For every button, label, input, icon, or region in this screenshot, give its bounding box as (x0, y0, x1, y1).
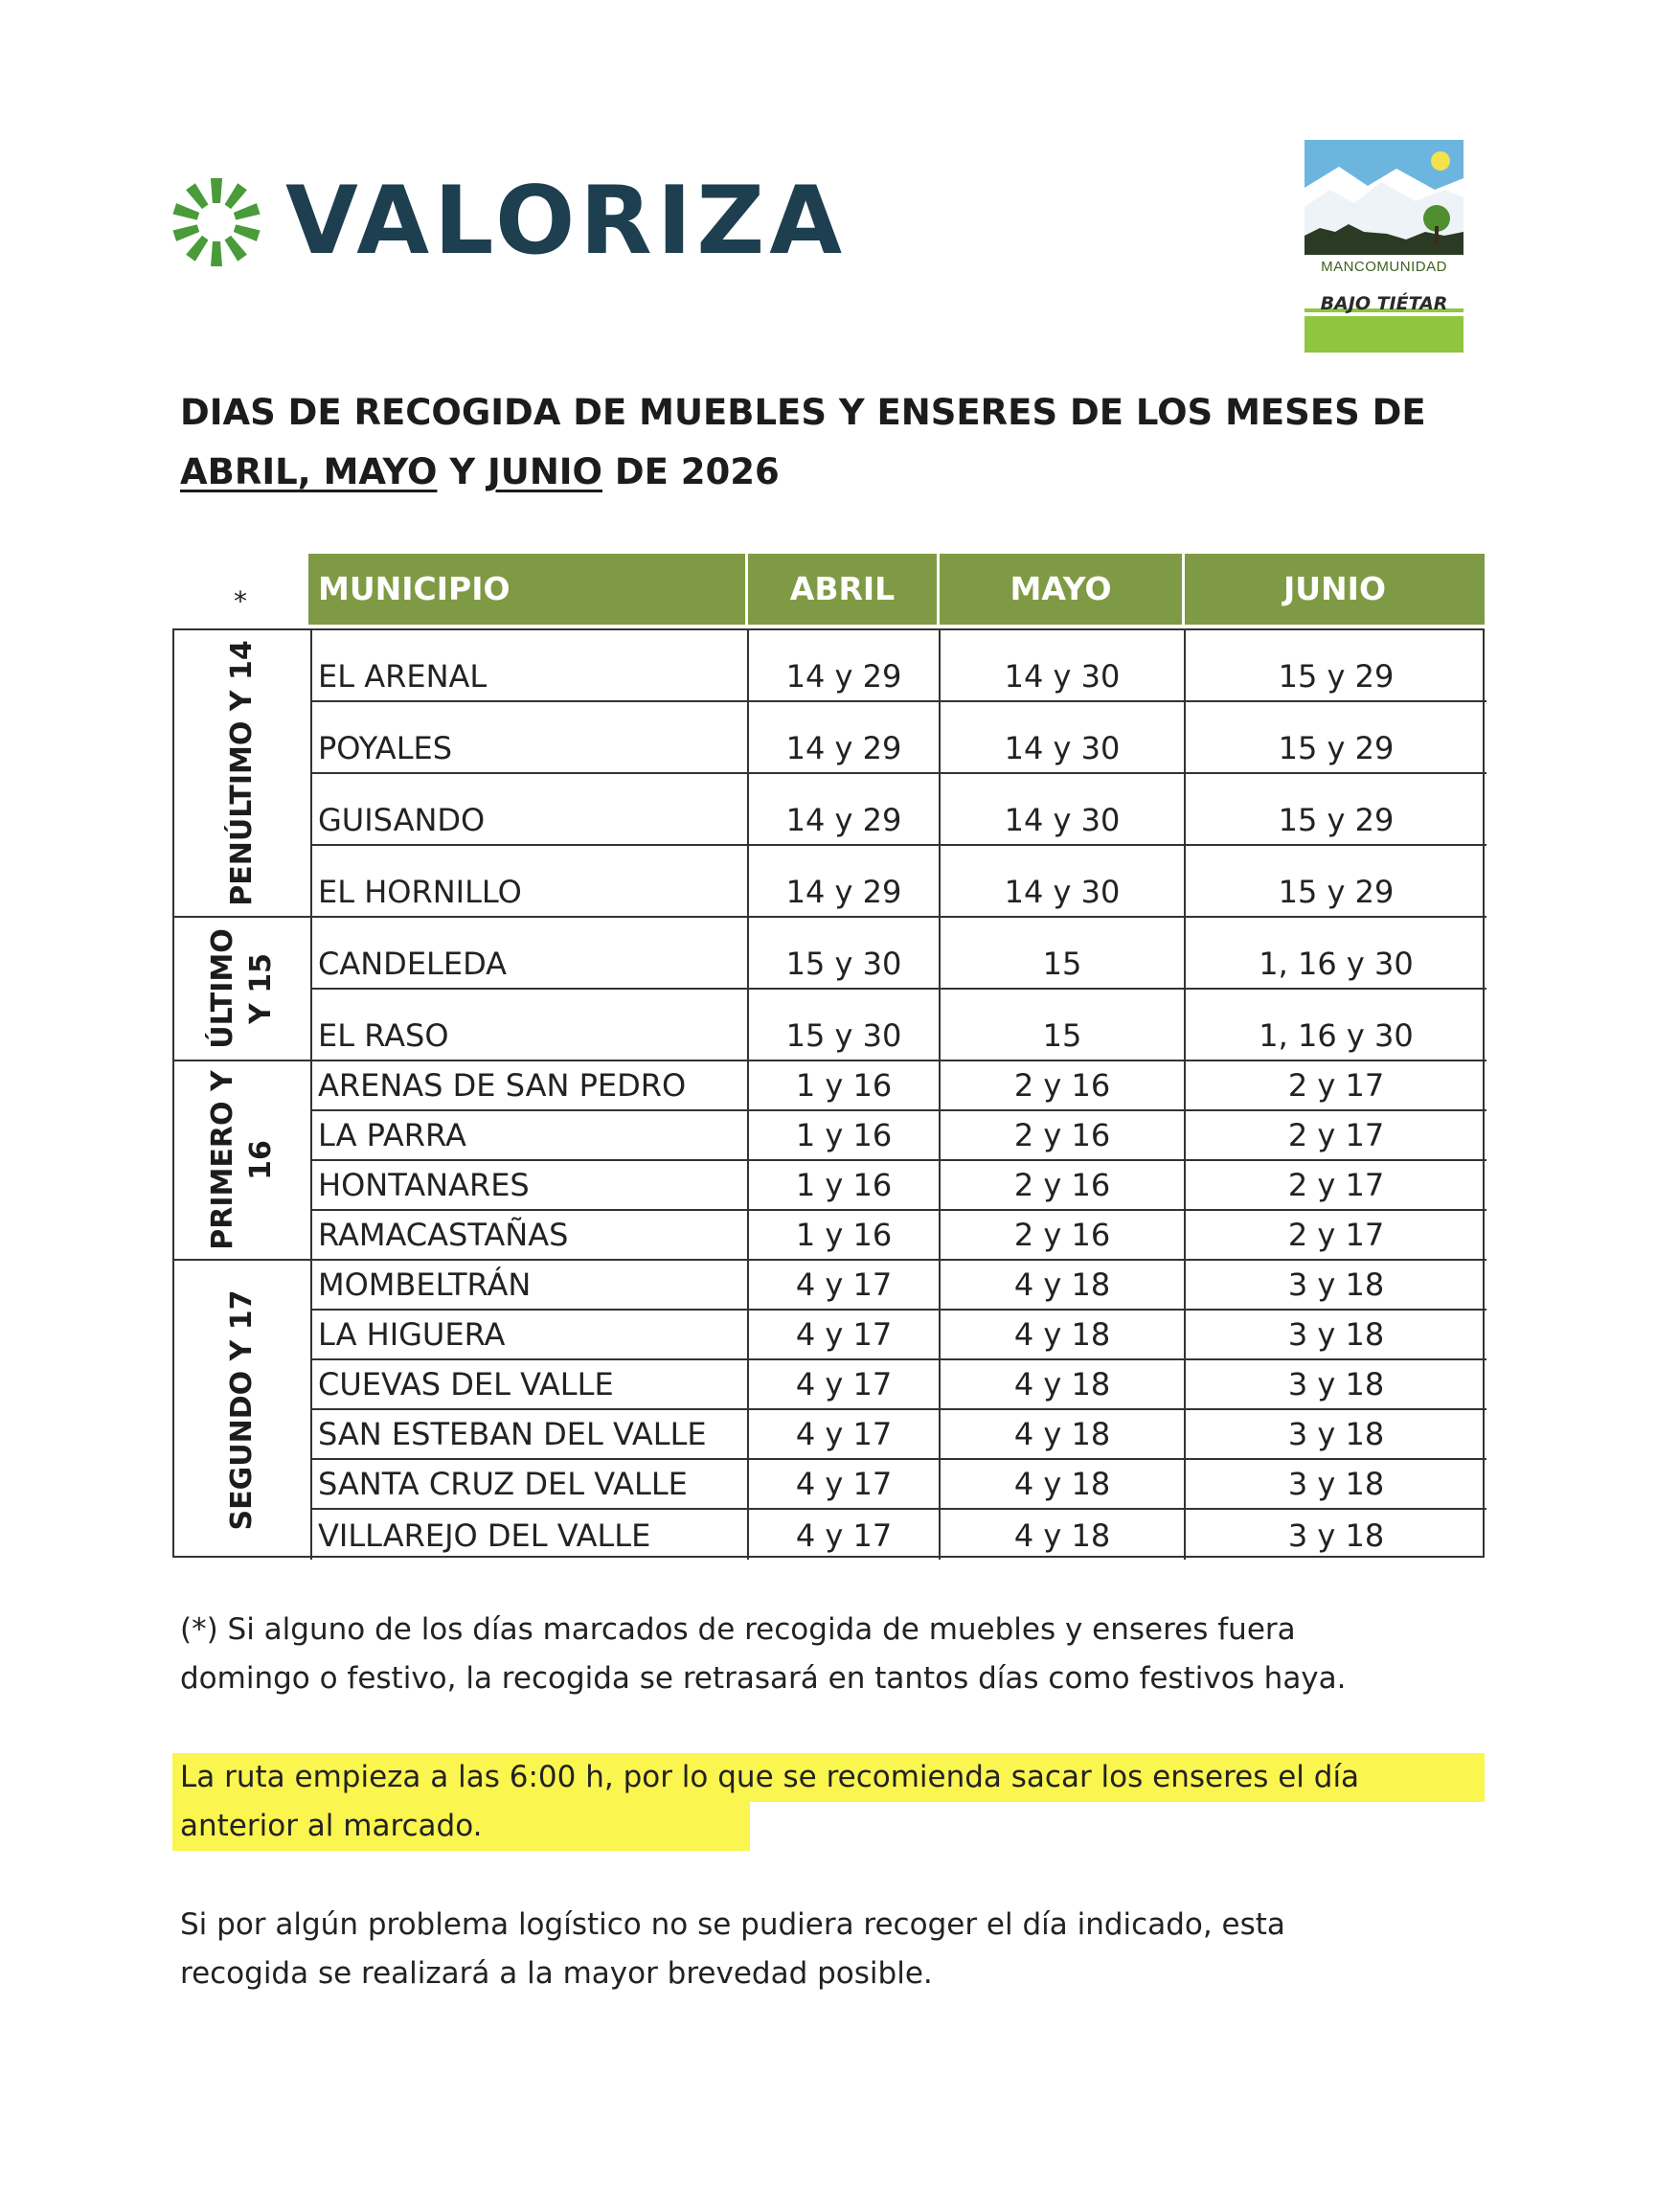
collection-schedule-table (172, 554, 1485, 1558)
table-row (310, 1061, 1486, 1111)
cell-mayo: 2 y 16 (939, 1161, 1184, 1209)
cell-municipio: LA HIGUERA (310, 1311, 747, 1358)
group-label-cell (174, 630, 310, 918)
cell-junio: 3 y 18 (1184, 1460, 1486, 1508)
mountain-landscape-icon (1301, 140, 1467, 353)
cell-municipio: HONTANARES (310, 1161, 747, 1209)
cell-junio: 2 y 17 (1184, 1161, 1486, 1209)
table-row (310, 1161, 1486, 1211)
cell-mayo: 4 y 18 (939, 1460, 1184, 1508)
cell-junio: 15 y 29 (1184, 630, 1486, 700)
bajo-tietar-caption: BAJO TIÉTAR (1320, 293, 1448, 314)
cell-abril: 14 y 29 (747, 846, 939, 916)
group-label-line: ÚLTIMO (206, 928, 239, 1049)
table-row (310, 1410, 1486, 1460)
cell-abril: 4 y 17 (747, 1261, 939, 1309)
cell-mayo: 2 y 16 (939, 1211, 1184, 1259)
table-header-row (308, 554, 1485, 625)
cell-municipio: VILLAREJO DEL VALLE (310, 1510, 747, 1560)
table-row (310, 1360, 1486, 1410)
note-route-line-2: anterior al marcado. (172, 1802, 750, 1851)
valoriza-sunburst-icon (169, 174, 264, 270)
group-label (223, 640, 261, 905)
mancomunidad-caption: MANCOMUNIDAD (1321, 259, 1447, 275)
title-line-1: DIAS DE RECOGIDA DE MUEBLES Y ENSERES DE LOS MESES DE (180, 392, 1426, 433)
header-mayo: MAYO (937, 554, 1182, 625)
valoriza-logo (169, 167, 848, 276)
cell-abril: 1 y 16 (747, 1111, 939, 1159)
title-year: DE 2026 (602, 451, 780, 492)
table-row (310, 1111, 1486, 1161)
cell-abril: 4 y 17 (747, 1460, 939, 1508)
table-row (310, 1311, 1486, 1360)
cell-junio: 2 y 17 (1184, 1061, 1486, 1109)
cell-junio: 2 y 17 (1184, 1111, 1486, 1159)
group-label-line: Y 15 (244, 953, 278, 1024)
cell-junio: 2 y 17 (1184, 1211, 1486, 1259)
valoriza-wordmark: VALORIZA (285, 167, 848, 276)
table-row (310, 630, 1486, 702)
group-label-cell (174, 1261, 310, 1560)
cell-municipio: EL HORNILLO (310, 846, 747, 916)
cell-mayo: 4 y 18 (939, 1360, 1184, 1408)
cell-municipio: ARENAS DE SAN PEDRO (310, 1061, 747, 1109)
group-label-cell (174, 918, 310, 1061)
cell-mayo: 14 y 30 (939, 774, 1184, 844)
cell-municipio: GUISANDO (310, 774, 747, 844)
note-logistics-line-2: recogida se realizará a la mayor brevedad posible. (180, 1956, 933, 1991)
table-row (310, 702, 1486, 774)
page-title (180, 383, 1521, 502)
cell-junio: 3 y 18 (1184, 1261, 1486, 1309)
cell-municipio: EL ARENAL (310, 630, 747, 700)
note-festivo (180, 1606, 1463, 1703)
cell-abril: 1 y 16 (747, 1161, 939, 1209)
group-label-line: PENÚLTIMO Y 14 (225, 640, 259, 906)
cell-junio: 1, 16 y 30 (1184, 918, 1486, 988)
cell-mayo: 14 y 30 (939, 702, 1184, 772)
note-festivo-line-1: (*) Si alguno de los días marcados de recogida de muebles y enseres fuera (180, 1612, 1296, 1647)
header-abril: ABRIL (745, 554, 937, 625)
group-label-line: PRIMERO Y (206, 1070, 239, 1250)
cell-junio: 3 y 18 (1184, 1410, 1486, 1458)
table-row (310, 1211, 1486, 1261)
cell-abril: 4 y 17 (747, 1410, 939, 1458)
cell-municipio: EL RASO (310, 990, 747, 1060)
cell-abril: 14 y 29 (747, 630, 939, 700)
cell-junio: 3 y 18 (1184, 1311, 1486, 1358)
cell-mayo: 14 y 30 (939, 630, 1184, 700)
cell-municipio: LA PARRA (310, 1111, 747, 1159)
table-row (310, 918, 1486, 990)
cell-abril: 15 y 30 (747, 918, 939, 988)
cell-junio: 1, 16 y 30 (1184, 990, 1486, 1060)
cell-abril: 4 y 17 (747, 1360, 939, 1408)
title-conjunction: Y (437, 451, 488, 492)
cell-abril: 4 y 17 (747, 1311, 939, 1358)
table-row (310, 846, 1486, 918)
cell-mayo: 4 y 18 (939, 1261, 1184, 1309)
cell-mayo: 15 (939, 918, 1184, 988)
cell-abril: 1 y 16 (747, 1061, 939, 1109)
group-label-cell (174, 1061, 310, 1261)
cell-municipio: MOMBELTRÁN (310, 1261, 747, 1309)
table-row (310, 990, 1486, 1061)
cell-junio: 15 y 29 (1184, 702, 1486, 772)
cell-abril: 1 y 16 (747, 1211, 939, 1259)
cell-mayo: 4 y 18 (939, 1510, 1184, 1560)
note-logistics-line-1: Si por algún problema logístico no se pudiera recoger el día indicado, esta (180, 1907, 1285, 1942)
cell-abril: 14 y 29 (747, 702, 939, 772)
cell-municipio: CANDELEDA (310, 918, 747, 988)
cell-junio: 3 y 18 (1184, 1510, 1486, 1560)
title-line-2 (180, 443, 1521, 502)
footnote-asterisk: * (234, 585, 247, 617)
cell-junio: 15 y 29 (1184, 774, 1486, 844)
cell-mayo: 2 y 16 (939, 1061, 1184, 1109)
note-logistics (180, 1901, 1463, 1998)
table-row (310, 1510, 1486, 1560)
cell-junio: 15 y 29 (1184, 846, 1486, 916)
cell-abril: 4 y 17 (747, 1510, 939, 1560)
cell-junio: 3 y 18 (1184, 1360, 1486, 1408)
table-row (310, 1460, 1486, 1510)
group-label (204, 1070, 281, 1249)
mancomunidad-bajo-tietar-logo (1301, 140, 1467, 353)
cell-abril: 14 y 29 (747, 774, 939, 844)
note-festivo-line-2: domingo o festivo, la recogida se retrasará en tantos días como festivos haya. (180, 1661, 1347, 1696)
group-label (204, 928, 281, 1049)
cell-abril: 15 y 30 (747, 990, 939, 1060)
group-label (223, 1290, 261, 1531)
cell-municipio: SAN ESTEBAN DEL VALLE (310, 1410, 747, 1458)
cell-mayo: 2 y 16 (939, 1111, 1184, 1159)
header-junio: JUNIO (1182, 554, 1485, 625)
cell-mayo: 15 (939, 990, 1184, 1060)
cell-mayo: 4 y 18 (939, 1410, 1184, 1458)
table-row (310, 774, 1486, 846)
group-label-line: SEGUNDO Y 17 (225, 1289, 259, 1531)
cell-municipio: CUEVAS DEL VALLE (310, 1360, 747, 1408)
table-row (310, 1261, 1486, 1311)
cell-municipio: POYALES (310, 702, 747, 772)
note-route-line-1: La ruta empieza a las 6:00 h, por lo que se recomienda sacar los enseres el día (172, 1753, 1485, 1802)
title-month-junio: JUNIO (488, 451, 603, 492)
cell-mayo: 4 y 18 (939, 1311, 1184, 1358)
title-months-abril-mayo: ABRIL, MAYO (180, 451, 438, 492)
group-label-line: 16 (244, 1140, 278, 1180)
cell-municipio: RAMACASTAÑAS (310, 1211, 747, 1259)
header-municipio: MUNICIPIO (318, 570, 511, 607)
cell-municipio: SANTA CRUZ DEL VALLE (310, 1460, 747, 1508)
note-route-start-time (180, 1753, 1463, 1851)
cell-mayo: 14 y 30 (939, 846, 1184, 916)
table-body (172, 628, 1485, 1558)
